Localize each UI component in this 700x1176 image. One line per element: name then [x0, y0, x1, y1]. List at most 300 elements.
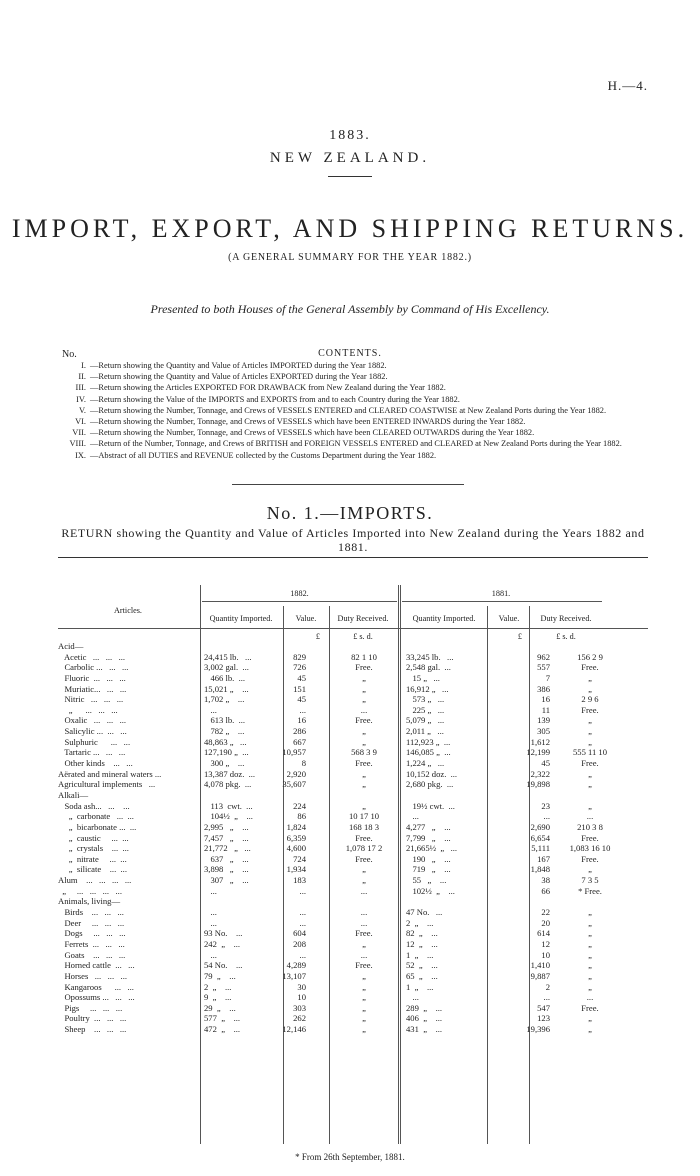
cell-qty-1882: 29 „ ... [204, 1002, 236, 1013]
cell-duty-1881: ... [586, 992, 594, 1003]
col-header-duty-1882: Duty Received. [337, 614, 389, 623]
contents-item-text: —Return showing the Value of the IMPORTS and EXPORTS from and to each Country during the Year 1882. [90, 394, 460, 404]
units-duty-1881: £ s. d. [556, 632, 576, 641]
cell-value-1881: 12 [541, 938, 550, 949]
cell-value-1882: ... [299, 907, 306, 918]
cell-value-1882: 13,107 [282, 970, 306, 981]
cell-value-1881: 16 [541, 694, 550, 705]
cell-duty-1881: 7 3 5 [581, 875, 599, 886]
col-header-value-1882: Value. [295, 614, 317, 623]
cell-duty-1882: „ [362, 672, 366, 683]
table-row [58, 928, 648, 939]
cell-qty-1881: 65 „ ... [406, 970, 438, 981]
year-header-1882: 1882. [290, 589, 309, 598]
cell-value-1882: 10 [297, 992, 306, 1003]
table-row [58, 875, 648, 886]
cell-duty-1881: Free. [581, 662, 599, 673]
cell-value-1881: 123 [537, 1013, 550, 1024]
units-duty-1882: £ s. d. [353, 632, 373, 641]
cell-qty-1882: ... [204, 917, 217, 928]
cell-qty-1881: 12 „ ... [406, 938, 438, 949]
cell-article: Animals, living— [58, 896, 121, 907]
table-row [58, 864, 648, 875]
cell-qty-1882: 3,002 gal. ... [204, 662, 249, 673]
page-title: IMPORT, EXPORT, AND SHIPPING RETURNS. [11, 214, 689, 243]
col-header-duty-1881: Duty Received. [540, 614, 592, 623]
cell-duty-1881: 2 9 6 [581, 694, 599, 705]
contents-item [50, 382, 660, 393]
table-row [58, 726, 648, 737]
cell-qty-1881: 2,548 gal. ... [406, 662, 451, 673]
cell-duty-1881: 1,083 16 10 [569, 843, 611, 854]
cell-duty-1882: Free. [355, 662, 373, 673]
cell-value-1881: 614 [537, 928, 550, 939]
contents-heading: CONTENTS. [318, 348, 382, 359]
cell-qty-1882: 93 No. ... [204, 928, 243, 939]
cell-qty-1882: 127,190 „ ... [204, 747, 249, 758]
contents-item [50, 438, 660, 449]
cell-value-1881: 1,410 [530, 960, 550, 971]
cell-qty-1881: 47 No. ... [406, 907, 443, 918]
cell-duty-1881: Free. [581, 832, 599, 843]
cell-duty-1881: „ [588, 949, 592, 960]
cell-article: Nitric ... ... ... [58, 694, 124, 705]
cell-qty-1882: 4,078 pkg. ... [204, 779, 252, 790]
cell-duty-1882: „ [362, 938, 366, 949]
cell-article: „ caustic ... ... [58, 832, 129, 843]
cell-duty-1882: Free. [355, 928, 373, 939]
cell-duty-1881: „ [588, 800, 592, 811]
cell-value-1881: 19,898 [526, 779, 550, 790]
cell-value-1882: 208 [293, 938, 306, 949]
cell-qty-1882: 113 cwt. ... [204, 800, 253, 811]
cell-qty-1881: 82 „ ... [406, 928, 438, 939]
col-header-articles: Articles. [114, 606, 142, 615]
table-row [58, 747, 648, 758]
contents-item-number: IV. [76, 394, 86, 404]
document-reference: H.—4. [607, 78, 648, 93]
contents-item-text: —Return showing the Articles EXPORTED FOR DRAWBACK from New Zealand during the Year 1882. [90, 383, 446, 393]
table-row [58, 960, 648, 971]
cell-qty-1882: 48,863 „ ... [204, 736, 247, 747]
table-row [58, 769, 648, 780]
cell-duty-1882: „ [362, 779, 366, 790]
cell-duty-1882: Free. [355, 715, 373, 726]
cell-qty-1881: 7,799 „ ... [406, 832, 451, 843]
cell-value-1881: 38 [541, 875, 550, 886]
country-heading: NEW ZEALAND. [269, 150, 431, 166]
cell-duty-1882: Free. [355, 758, 373, 769]
cell-qty-1881: 55 „ ... [406, 875, 447, 886]
cell-duty-1882: „ [362, 694, 366, 705]
cell-duty-1881: „ [588, 970, 592, 981]
cell-value-1882: ... [299, 885, 306, 896]
cell-article: Sheep ... ... ... [58, 1024, 127, 1035]
cell-value-1881: 23 [541, 800, 550, 811]
cell-duty-1881: „ [588, 864, 592, 875]
cell-qty-1881: 4,277 „ ... [406, 821, 451, 832]
cell-value-1881: 1,848 [530, 864, 550, 875]
cell-article: „ ... ... ... [58, 704, 118, 715]
footnote: * From 26th September, 1881. [295, 1152, 405, 1162]
cell-value-1881: 139 [537, 715, 550, 726]
section-description: RETURN showing the Quantity and Value of Articles Imported into New Zealand during the Years 1882 and 1881. [61, 526, 645, 554]
cell-duty-1882: Free. [355, 853, 373, 864]
cell-article: Goats ... ... ... [58, 949, 126, 960]
units-value-1881: £ [517, 632, 522, 641]
cell-value-1881: 11 [541, 704, 550, 715]
cell-value-1881: 962 [537, 651, 550, 662]
cell-qty-1882: 2 „ ... [204, 981, 232, 992]
cell-qty-1882: 54 No. ... [204, 960, 243, 971]
cell-qty-1882: ... [204, 704, 217, 715]
cell-value-1881: 386 [537, 683, 550, 694]
cell-qty-1882: ... [204, 949, 217, 960]
cell-duty-1882: „ [362, 970, 366, 981]
cell-qty-1882: 307 „ ... [204, 875, 249, 886]
cell-qty-1881: 21,665½ „ ... [406, 843, 458, 854]
table-row [58, 1024, 648, 1035]
cell-duty-1882: 168 18 3 [348, 821, 380, 832]
cell-value-1881: 2 [545, 981, 550, 992]
cell-qty-1881: 431 „ ... [406, 1024, 443, 1035]
cell-duty-1882: „ [362, 1002, 366, 1013]
table-row [58, 896, 648, 907]
cell-qty-1881: 289 „ ... [406, 1002, 443, 1013]
rule [202, 601, 397, 602]
cell-qty-1881: ... [406, 811, 419, 822]
cell-qty-1881: 573 „ ... [406, 694, 445, 705]
cell-article: Agricultural implements ... [58, 779, 156, 790]
table-row [58, 801, 648, 812]
cell-duty-1882: „ [362, 736, 366, 747]
contents-item [50, 371, 660, 382]
cell-value-1882: 4,600 [286, 843, 306, 854]
cell-value-1881: 6,654 [530, 832, 550, 843]
cell-value-1881: 547 [537, 1002, 550, 1013]
cell-value-1881: 45 [541, 758, 550, 769]
cell-value-1882: 10,957 [282, 747, 306, 758]
cell-duty-1882: „ [362, 1013, 366, 1024]
cell-value-1881: 557 [537, 662, 550, 673]
table-row [58, 694, 648, 705]
cell-article: „ crystals ... ... [58, 843, 129, 854]
cell-qty-1881: 2,011 „ ... [406, 726, 444, 737]
contents-item-text: —Return showing the Number, Tonnage, and Crews of VESSELS which have been CLEARED OUTWARDS during the Year 1882. [90, 428, 535, 438]
cell-qty-1881: 33,245 lb. ... [406, 651, 454, 662]
contents-item [50, 427, 660, 438]
cell-value-1882: 35,607 [282, 779, 306, 790]
cell-qty-1881: 112,923 „ ... [406, 736, 451, 747]
cell-value-1881: 7 [545, 672, 550, 683]
cell-value-1882: ... [299, 917, 306, 928]
cell-qty-1881: 190 „ ... [406, 853, 451, 864]
cell-qty-1881: 52 „ ... [406, 960, 438, 971]
cell-article: Acetic ... ... ... [58, 651, 126, 662]
table-row [58, 811, 648, 822]
cell-duty-1882: „ [362, 864, 366, 875]
cell-duty-1882: ... [360, 885, 368, 896]
cell-value-1882: 224 [293, 800, 306, 811]
cell-article: Deer ... ... ... [58, 917, 125, 928]
table-row [58, 982, 648, 993]
cell-qty-1882: 2,995 „ ... [204, 821, 249, 832]
cell-qty-1882: 242 „ ... [204, 938, 241, 949]
table-row [58, 673, 648, 684]
cell-value-1881: 12,199 [526, 747, 550, 758]
cell-duty-1881: 555 11 10 [572, 747, 608, 758]
cell-article: Oxalic ... ... ... [58, 715, 127, 726]
cell-qty-1881: 2 „ ... [406, 917, 434, 928]
cell-value-1882: 262 [293, 1013, 306, 1024]
cell-duty-1881: „ [588, 981, 592, 992]
cell-article: Pigs ... ... ... [58, 1002, 123, 1013]
table-row [58, 971, 648, 982]
cell-qty-1881: 5,079 „ ... [406, 715, 445, 726]
cell-duty-1882: ... [360, 917, 368, 928]
cell-article: „ silicate ... ... [58, 864, 127, 875]
cell-duty-1881: Free. [581, 1002, 599, 1013]
cell-article: Opossums ... ... ... [58, 992, 135, 1003]
cell-value-1882: 8 [301, 758, 306, 769]
cell-qty-1882: 24,415 lb. ... [204, 651, 252, 662]
cell-duty-1881: „ [588, 1013, 592, 1024]
cell-value-1882: 45 [297, 694, 306, 705]
cell-value-1881: 66 [541, 885, 550, 896]
cell-value-1882: 12,146 [282, 1024, 306, 1035]
cell-duty-1881: „ [588, 938, 592, 949]
cell-qty-1882: 300 „ ... [204, 758, 245, 769]
col-header-qty-1881: Quantity Imported. [412, 614, 476, 623]
cell-duty-1882: 82 1 10 [351, 651, 377, 662]
cell-duty-1881: „ [588, 779, 592, 790]
contents-item-text: —Return showing the Number, Tonnage, and Crews of VESSELS which have been ENTERED INWARDS during the Year 1882. [90, 417, 526, 427]
cell-value-1882: 4,289 [286, 960, 306, 971]
table-row [58, 641, 648, 652]
cell-duty-1881: Free. [581, 853, 599, 864]
year-header-1881: 1881. [491, 589, 511, 598]
cell-qty-1882: 782 „ ... [204, 726, 245, 737]
contents-item-text: —Return showing the Quantity and Value of Articles EXPORTED during the Year 1882. [90, 372, 388, 382]
cell-value-1882: 2,920 [286, 768, 306, 779]
cell-duty-1881: 210 3 8 [577, 821, 603, 832]
table-row [58, 662, 648, 673]
rule [58, 628, 648, 629]
cell-qty-1882: 15,021 „ ... [204, 683, 249, 694]
table-row [58, 1003, 648, 1014]
cell-duty-1882: ... [360, 704, 368, 715]
cell-value-1881: 167 [537, 853, 550, 864]
cell-article: Muriatic... ... ... [58, 683, 127, 694]
table-row [58, 779, 648, 790]
cell-article: Horned cattle ... ... [58, 960, 135, 971]
cell-duty-1881: „ [588, 683, 592, 694]
cell-value-1881: 9,887 [530, 970, 550, 981]
cell-article: „ nitrate ... ... [58, 853, 127, 864]
cell-value-1881: 22 [541, 907, 550, 918]
contents-item-number: II. [78, 372, 86, 382]
cell-article: Dogs ... ... ... [58, 928, 126, 939]
cell-article: „ ... ... ... ... [58, 885, 122, 896]
cell-value-1881: 1,612 [530, 736, 550, 747]
cell-qty-1881: 10,152 doz. ... [406, 768, 458, 779]
cell-value-1881: 2,322 [530, 768, 550, 779]
cell-qty-1882: ... [204, 907, 217, 918]
cell-duty-1882: „ [362, 875, 366, 886]
cell-duty-1882: „ [362, 800, 366, 811]
cell-value-1881: 2,690 [530, 821, 550, 832]
cell-duty-1881: „ [588, 907, 592, 918]
cell-qty-1882: 472 „ ... [204, 1024, 241, 1035]
cell-qty-1882: 7,457 „ ... [204, 832, 249, 843]
cell-value-1882: 667 [293, 736, 306, 747]
table-row [58, 918, 648, 929]
cell-duty-1881: „ [588, 917, 592, 928]
cell-article: „ bicarbonate ... ... [58, 821, 137, 832]
cell-qty-1882: 1,702 „ ... [204, 694, 245, 705]
table-row [58, 684, 648, 695]
table-row [58, 886, 648, 897]
cell-value-1882: 45 [297, 672, 306, 683]
cell-value-1881: ... [543, 811, 550, 822]
cell-value-1882: 16 [297, 715, 306, 726]
table-row [58, 854, 648, 865]
cell-qty-1882: 613 lb. ... [204, 715, 246, 726]
cell-duty-1881: „ [588, 1024, 592, 1035]
cell-value-1881: 20 [541, 917, 550, 928]
cell-qty-1881: 1 „ ... [406, 981, 434, 992]
table-row [58, 737, 648, 748]
cell-value-1882: 726 [293, 662, 306, 673]
cell-value-1882: ... [299, 704, 306, 715]
cell-article: Aërated and mineral waters ... [58, 768, 162, 779]
cell-duty-1881: ... [586, 811, 594, 822]
cell-article: Other kinds ... ... [58, 758, 133, 769]
cell-qty-1881: 1,224 „ ... [406, 758, 445, 769]
cell-value-1881: 10 [541, 949, 550, 960]
contents-list [50, 360, 660, 461]
contents-item-number: III. [75, 383, 86, 393]
cell-qty-1881: 19½ cwt. ... [406, 800, 455, 811]
contents-item-number: IX. [75, 450, 86, 460]
cell-duty-1881: Free. [581, 758, 599, 769]
cell-qty-1882: 21,772 „ ... [204, 843, 251, 854]
cell-qty-1881: ... [406, 992, 419, 1003]
cell-duty-1881: * Free. [578, 885, 602, 896]
cell-qty-1882: ... [204, 885, 217, 896]
divider [328, 176, 372, 177]
cell-article: Alum ... ... ... ... [58, 875, 132, 886]
col-header-value-1881: Value. [498, 614, 520, 623]
cell-article: „ carbonate ... ... [58, 811, 134, 822]
cell-qty-1881: 1 „ ... [406, 949, 434, 960]
table-row [58, 992, 648, 1003]
cell-duty-1881: „ [588, 768, 592, 779]
cell-article: Kangaroos ... ... [58, 981, 134, 992]
cell-qty-1881: 146,085 „ ... [406, 747, 451, 758]
page-subtitle: (A GENERAL SUMMARY FOR THE YEAR 1882.) [228, 252, 472, 263]
contents-item-number: VII. [72, 428, 86, 438]
contents-item-number: V. [78, 405, 86, 415]
cell-qty-1882: 3,898 „ ... [204, 864, 249, 875]
table-row [58, 822, 648, 833]
cell-value-1882: 86 [297, 811, 306, 822]
table-row [58, 652, 648, 663]
table-row [58, 907, 648, 918]
divider [232, 484, 464, 485]
cell-duty-1881: „ [588, 960, 592, 971]
cell-qty-1881: 15 „ ... [406, 672, 440, 683]
col-header-qty-1882: Quantity Imported. [209, 614, 273, 623]
cell-value-1881: ... [543, 992, 550, 1003]
contents-item-number: VIII. [69, 439, 86, 449]
cell-article: Carbolic ... ... ... [58, 662, 129, 673]
cell-value-1882: 1,934 [286, 864, 306, 875]
contents-item-number: I. [81, 361, 86, 370]
table-row [58, 1013, 648, 1024]
cell-value-1882: 829 [293, 651, 306, 662]
contents-item [50, 405, 660, 416]
table-row [58, 705, 648, 716]
cell-article: Sulphuric ... ... [58, 736, 131, 747]
contents-no-label: No. [62, 349, 77, 360]
cell-article: Poultry ... ... ... [58, 1013, 127, 1024]
cell-duty-1881: „ [588, 736, 592, 747]
table-row [58, 758, 648, 769]
table-row [58, 843, 648, 854]
cell-qty-1882: 577 „ ... [204, 1013, 241, 1024]
report-year: 1883. [329, 128, 371, 143]
contents-item-number: VI. [75, 417, 86, 427]
units-value-1882: £ [315, 632, 320, 641]
presented-line: Presented to both Houses of the General Assembly by Command of His Excellency. [150, 302, 550, 316]
cell-article: Acid— [58, 641, 84, 651]
cell-duty-1881: Free. [581, 704, 599, 715]
contents-item-text: —Return of the Number, Tonnage, and Crews of BRITISH and FOREIGN VESSELS ENTERED and CLEARED at New Zealand Ports during the Year 1882. [90, 439, 622, 449]
cell-duty-1882: ... [360, 949, 368, 960]
cell-duty-1881: 156 2 9 [577, 651, 603, 662]
table-top-rule [58, 557, 648, 558]
cell-value-1882: 1,824 [286, 821, 306, 832]
cell-duty-1882: Free. [355, 960, 373, 971]
cell-qty-1882: 637 „ ... [204, 853, 249, 864]
table-row [58, 950, 648, 961]
cell-value-1882: 604 [293, 928, 306, 939]
cell-duty-1882: „ [362, 726, 366, 737]
cell-value-1882: 151 [293, 683, 306, 694]
cell-duty-1881: „ [588, 672, 592, 683]
cell-qty-1882: 9 „ ... [204, 992, 232, 1003]
contents-item [50, 394, 660, 405]
cell-duty-1881: „ [588, 928, 592, 939]
cell-qty-1881: 2,680 pkg. ... [406, 779, 454, 790]
cell-duty-1882: 568 3 9 [351, 747, 377, 758]
cell-duty-1882: „ [362, 683, 366, 694]
contents-item-text: —Abstract of all DUTIES and REVENUE collected by the Customs Department during the Year 1882. [90, 450, 437, 460]
table-row [58, 833, 648, 844]
cell-duty-1882: 10 17 10 [348, 811, 380, 822]
cell-value-1881: 19,396 [526, 1024, 550, 1035]
cell-value-1882: 6,359 [286, 832, 306, 843]
cell-article: Salicylic ... ... ... [58, 726, 127, 737]
contents-item-text: —Return showing the Number, Tonnage, and Crews of VESSELS ENTERED and CLEARED COASTWISE at New Zealand Ports during the Year 1882. [90, 405, 607, 415]
cell-duty-1881: „ [588, 726, 592, 737]
table-row [58, 715, 648, 726]
cell-qty-1881: 16,912 „ ... [406, 683, 449, 694]
cell-qty-1881: 719 „ ... [406, 864, 451, 875]
cell-article: Tartaric ... ... ... [58, 747, 126, 758]
cell-duty-1881: „ [588, 715, 592, 726]
